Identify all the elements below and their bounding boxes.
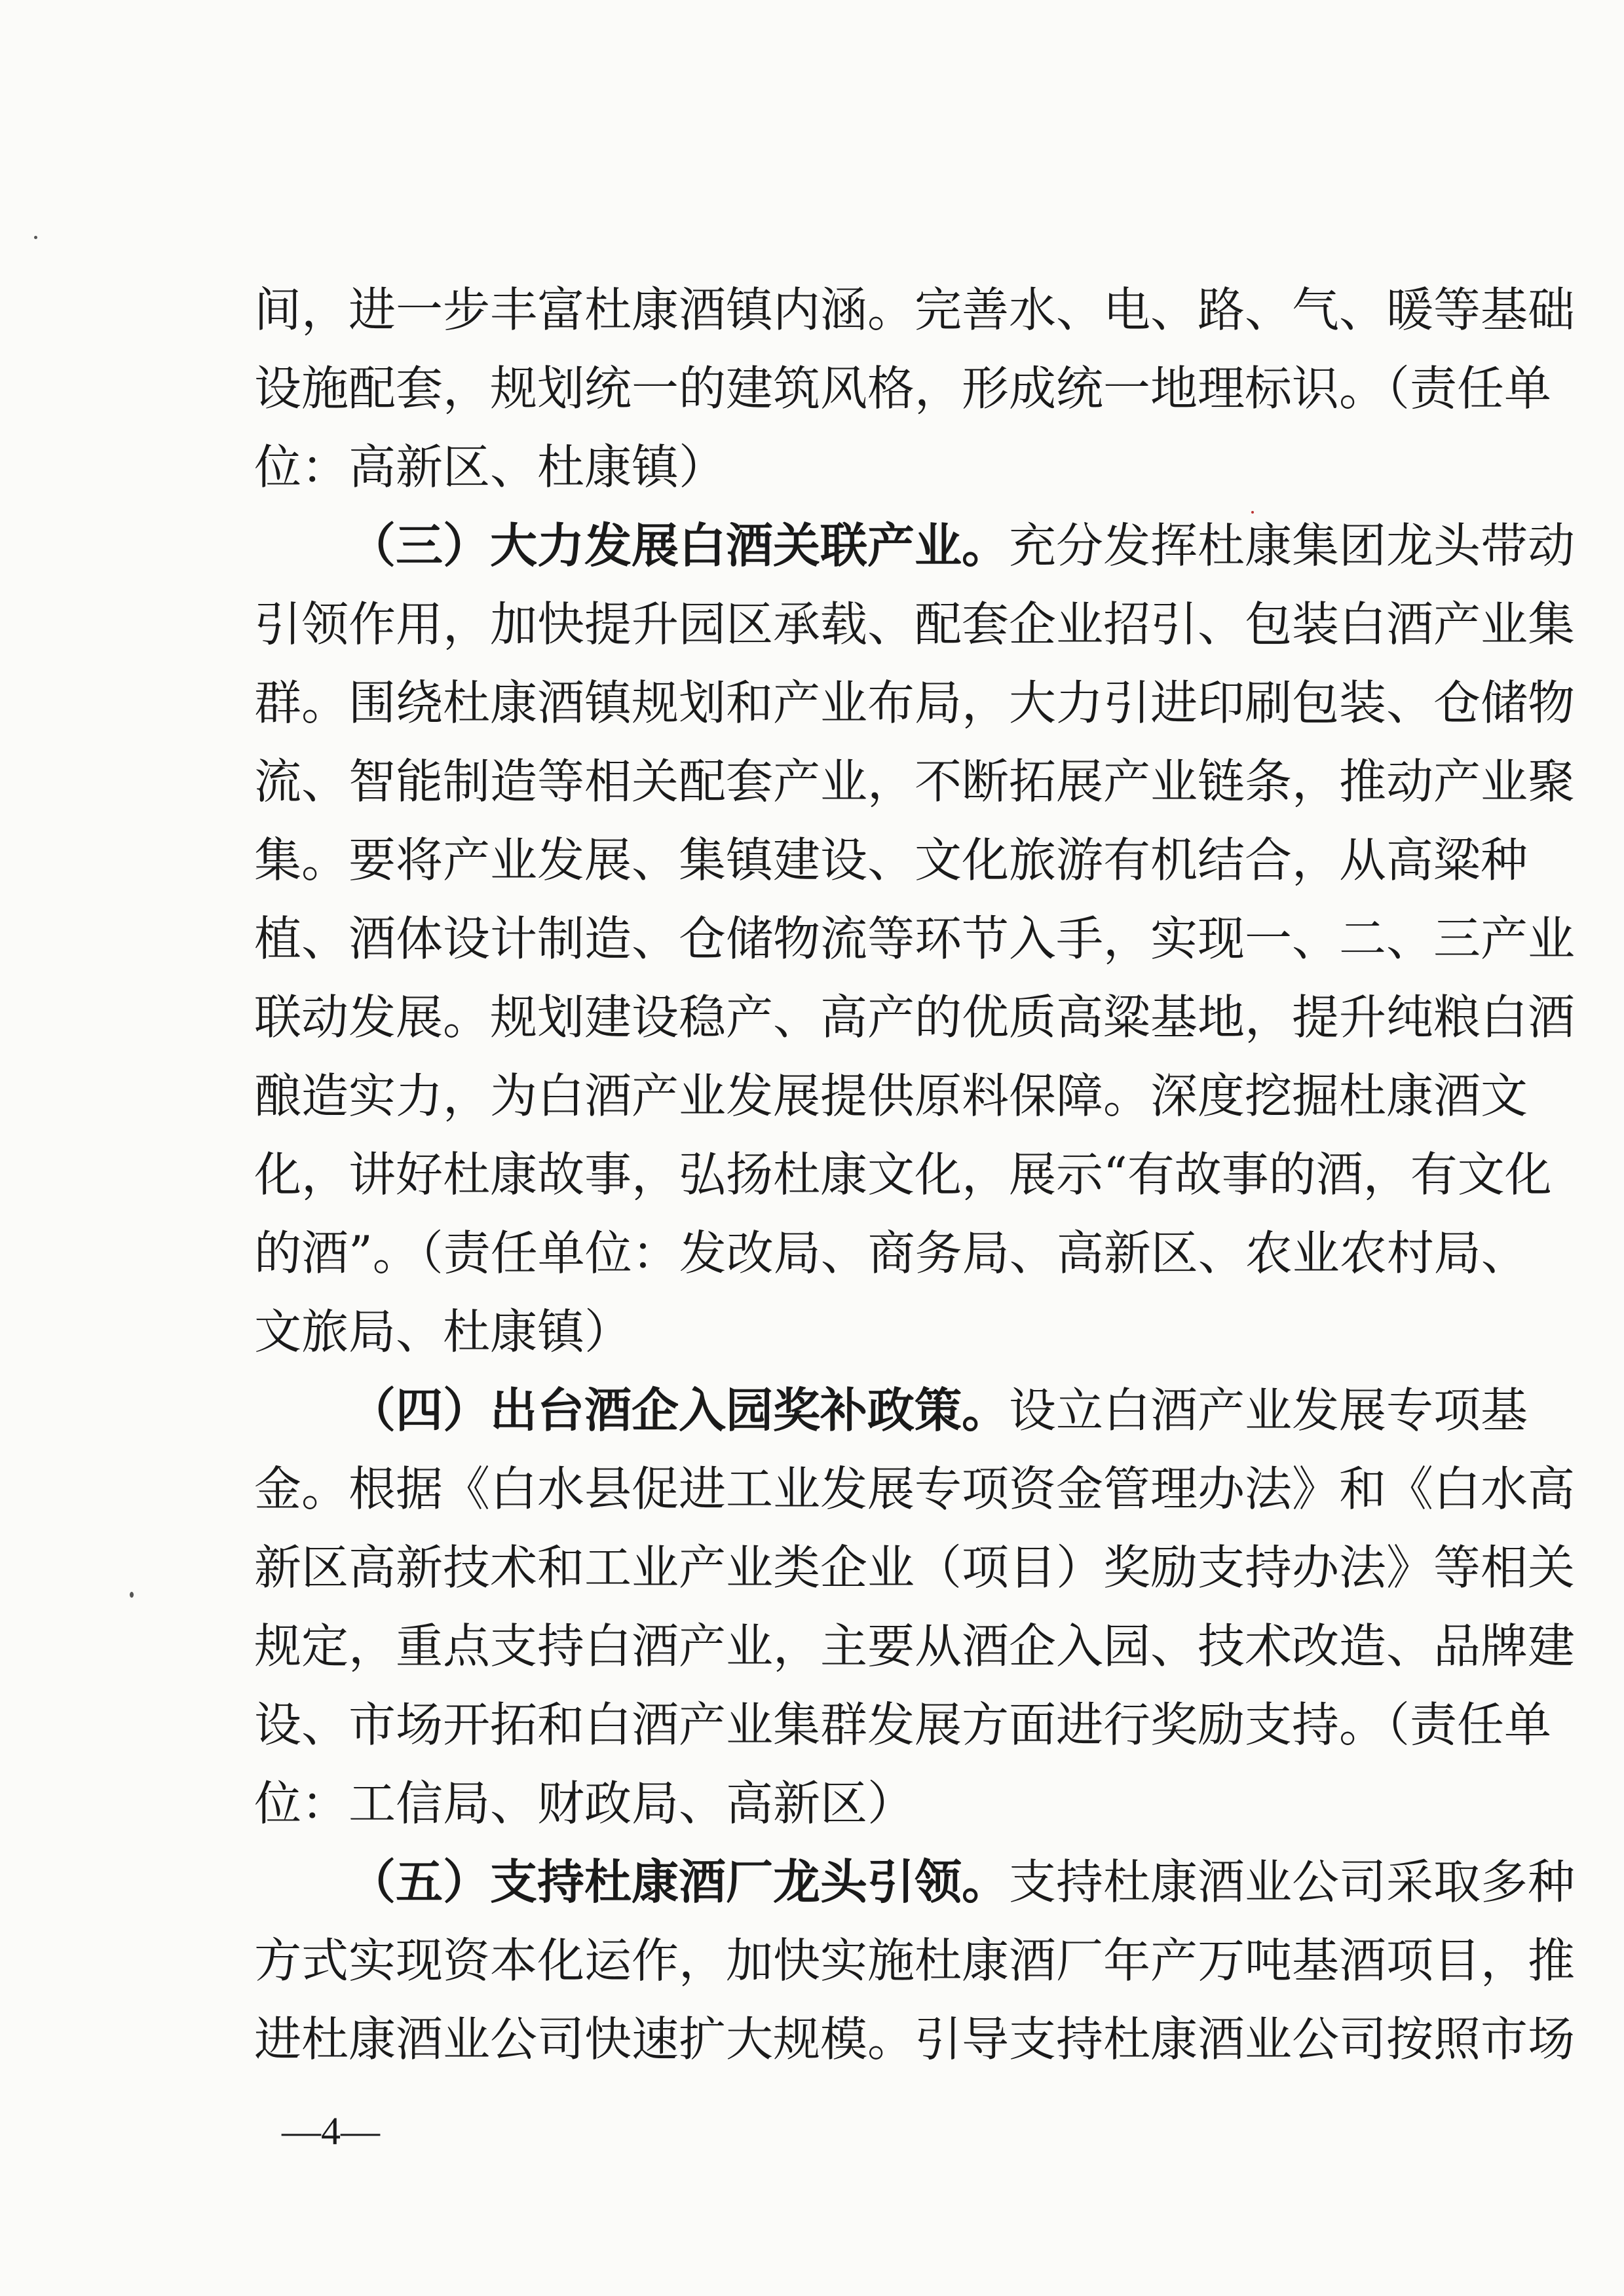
text-line: 联动发展。规划建设稳产、高产的优质高粱基地，提升纯粮白酒 bbox=[254, 990, 1576, 1045]
text-line: 间，进一步丰富杜康酒镇内涵。完善水、电、路、气、暖等基础 bbox=[254, 282, 1576, 337]
text-line: 设、市场开拓和白酒产业集群发展方面进行奖励支持。（责任单 bbox=[254, 1697, 1552, 1752]
section-4-heading: （四）出台酒企入园奖补政策。 bbox=[349, 1383, 1010, 1438]
section-3-first-line bbox=[254, 506, 1576, 585]
section-3-heading: （三）大力发展白酒关联产业。 bbox=[349, 518, 1010, 573]
text-line: 引领作用，加快提升园区承载、配套企业招引、包装白酒产业集 bbox=[254, 597, 1576, 652]
text-line: 设施配套，规划统一的建筑风格，形成统一地理标识。（责任单 bbox=[254, 361, 1552, 416]
section-5-first-line-text: 支持杜康酒业公司采取多种 bbox=[1009, 1854, 1576, 1910]
section-5-heading: （五）支持杜康酒厂龙头引领。 bbox=[349, 1854, 1010, 1910]
section-4-first-line bbox=[254, 1371, 1528, 1450]
scan-speck bbox=[130, 1592, 134, 1598]
text-line: 进杜康酒业公司快速扩大规模。引导支持杜康酒业公司按照市场 bbox=[254, 2012, 1576, 2067]
text-line: 的酒”。（责任单位：发改局、商务局、高新区、农业农村局、 bbox=[254, 1226, 1528, 1281]
text-line: 流、智能制造等相关配套产业，不断拓展产业链条，推动产业聚 bbox=[254, 754, 1576, 809]
section-5-first-line bbox=[254, 1843, 1576, 1921]
text-line: 植、酒体设计制造、仓储物流等环节入手，实现一、二、三产业 bbox=[254, 911, 1576, 966]
text-line: 位：工信局、财政局、高新区） bbox=[254, 1776, 915, 1831]
text-line: 金。根据《白水县促进工业发展专项资金管理办法》和《白水高 bbox=[254, 1461, 1576, 1516]
body-text bbox=[254, 271, 1576, 2079]
text-line: 酿造实力，为白酒产业发展提供原料保障。深度挖掘杜康酒文 bbox=[254, 1068, 1528, 1123]
text-line: 文旅局、杜康镇） bbox=[254, 1304, 632, 1359]
text-line: 位：高新区、杜康镇） bbox=[254, 440, 727, 495]
text-line: 集。要将产业发展、集镇建设、文化旅游有机结合，从高粱种 bbox=[254, 833, 1528, 888]
text-line: 化，讲好杜康故事，弘扬杜康文化，展示“有故事的酒，有文化 bbox=[254, 1147, 1552, 1202]
text-line: 规定，重点支持白酒产业，主要从酒企入园、技术改造、品牌建 bbox=[254, 1619, 1576, 1674]
text-line: 群。围绕杜康酒镇规划和产业布局，大力引进印刷包装、仓储物 bbox=[254, 675, 1576, 730]
section-4-first-line-text: 设立白酒产业发展专项基 bbox=[1009, 1383, 1528, 1438]
scan-speck bbox=[34, 236, 37, 239]
page-number: —4— bbox=[282, 2109, 380, 2153]
text-line: 新区高新技术和工业产业类企业（项目）奖励支持办法》等相关 bbox=[254, 1540, 1576, 1595]
scan-speck bbox=[1251, 511, 1254, 514]
section-3-first-line-text: 充分发挥杜康集团龙头带动 bbox=[1009, 518, 1576, 573]
text-line: 方式实现资本化运作，加快实施杜康酒厂年产万吨基酒项目，推 bbox=[254, 1933, 1576, 1988]
